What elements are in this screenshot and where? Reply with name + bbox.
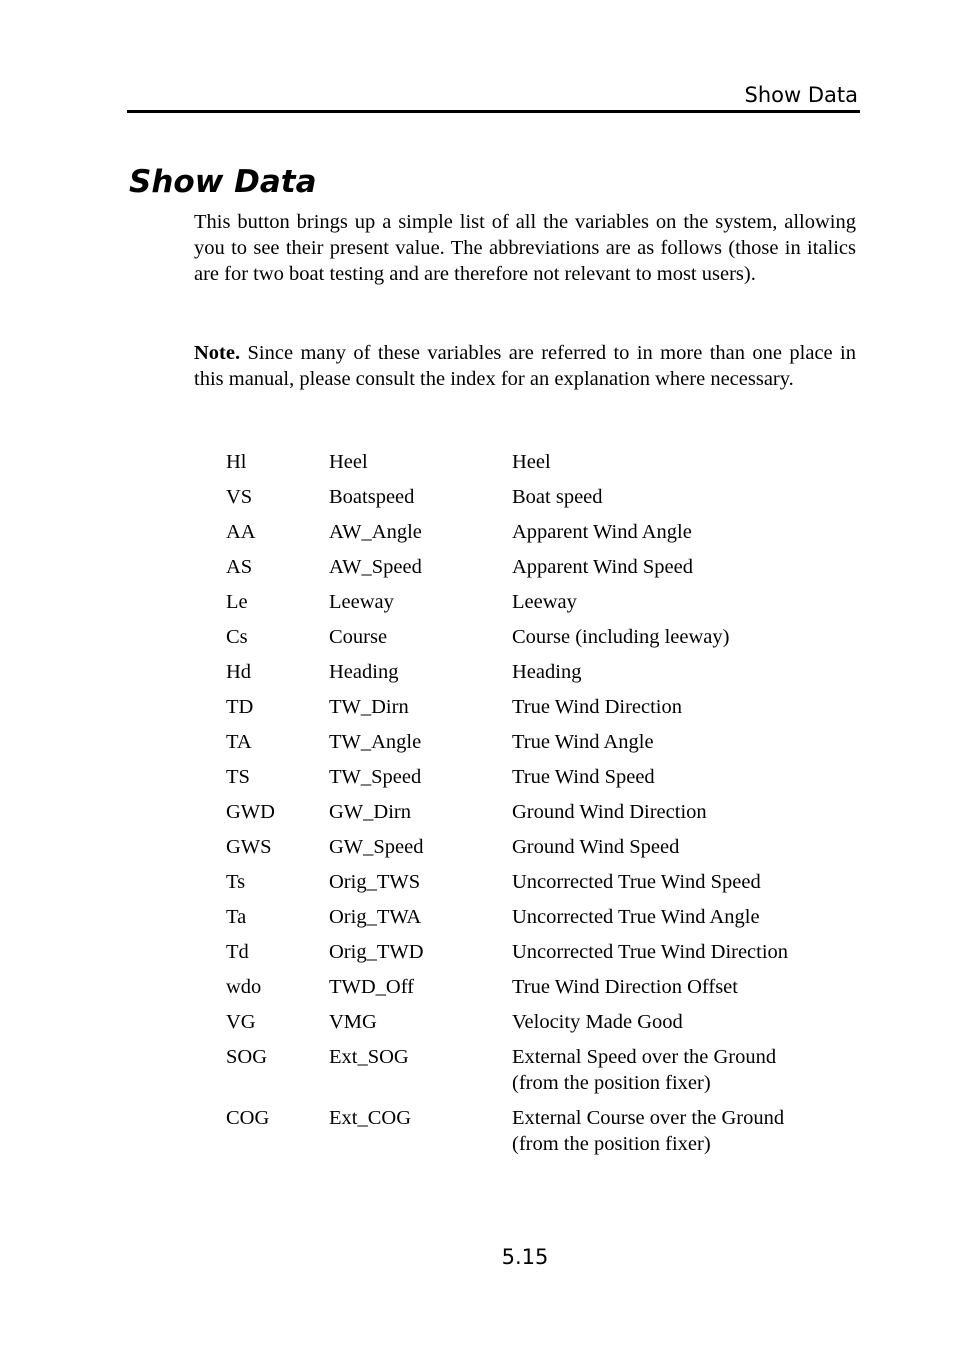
variable-abbr: Td [226, 941, 249, 963]
variable-desc-cell [512, 1044, 872, 1105]
section-title: Show Data [129, 164, 317, 200]
variable-desc-note: (from the position fixer) [512, 1133, 711, 1155]
variable-abbr: AS [226, 556, 253, 578]
variable-abbr: TS [226, 766, 250, 788]
note-text: Since many of these variables are referred to in more than one place in this manual, please consult the index for an explanation where necessary. [194, 342, 856, 390]
table-row [226, 1105, 872, 1166]
table-row [226, 764, 872, 799]
variable-name: Orig_TWD [329, 941, 424, 963]
variable-desc: Boat speed [512, 486, 603, 508]
table-row [226, 904, 872, 939]
variable-abbr: TD [226, 696, 254, 718]
variable-desc: True Wind Angle [512, 731, 654, 753]
variable-desc: External Speed over the Ground [512, 1046, 777, 1068]
variable-abbr: Hd [226, 661, 252, 683]
page-number: 5.15 [501, 1245, 549, 1269]
note-paragraph [194, 340, 856, 392]
variable-desc: Ground Wind Speed [512, 836, 680, 858]
variable-abbr: TA [226, 731, 252, 753]
variable-desc: Uncorrected True Wind Direction [512, 941, 789, 963]
variable-abbr: AA [226, 521, 256, 543]
variable-abbr: Le [226, 591, 248, 613]
variable-desc: Heel [512, 451, 551, 473]
variable-abbr: wdo [226, 976, 262, 998]
table-row [226, 799, 872, 834]
variable-name: TW_Angle [329, 731, 422, 753]
table-row [226, 484, 872, 519]
table-row [226, 519, 872, 554]
variable-desc: External Course over the Ground [512, 1107, 785, 1129]
variables-table [226, 449, 872, 1166]
variable-name: AW_Speed [329, 556, 422, 578]
variable-name: Ext_SOG [329, 1046, 409, 1068]
table-row [226, 554, 872, 589]
variable-name: Orig_TWS [329, 871, 421, 893]
running-header: Show Data [744, 83, 858, 107]
table-row [226, 1044, 872, 1105]
table-row [226, 974, 872, 1009]
variable-desc: Apparent Wind Angle [512, 521, 692, 543]
variable-abbr: Cs [226, 626, 248, 648]
variable-desc: True Wind Direction Offset [512, 976, 738, 998]
variable-name: TW_Speed [329, 766, 422, 788]
table-row [226, 834, 872, 869]
table-row [226, 939, 872, 974]
table-row [226, 729, 872, 764]
variable-desc-note: (from the position fixer) [512, 1072, 711, 1094]
variable-desc: Leeway [512, 591, 577, 613]
variable-abbr: VS [226, 486, 253, 508]
variable-name: Course [329, 626, 388, 648]
variable-name: TW_Dirn [329, 696, 409, 718]
table-row [226, 449, 872, 484]
variable-desc: Ground Wind Direction [512, 801, 707, 823]
variable-abbr: Hl [226, 451, 247, 473]
intro-paragraph: This button brings up a simple list of all the variables on the system, allowing you to see their present value. The abbreviations are as follows (those in italics are for two boat testing and are therefore not relevant to most users). [194, 211, 856, 285]
variable-abbr: GWD [226, 801, 275, 823]
variable-desc: True Wind Direction [512, 696, 682, 718]
variable-name: GW_Speed [329, 836, 424, 858]
variable-name: Ext_COG [329, 1107, 411, 1129]
header-rule [127, 110, 860, 113]
variable-name: GW_Dirn [329, 801, 411, 823]
variable-desc: Uncorrected True Wind Angle [512, 906, 760, 928]
variable-abbr: VG [226, 1011, 256, 1033]
variable-desc: Course (including leeway) [512, 626, 730, 648]
variable-desc: True Wind Speed [512, 766, 655, 788]
variable-desc-cell [512, 1105, 872, 1166]
table-row [226, 1009, 872, 1044]
variable-abbr: SOG [226, 1046, 268, 1068]
table-row [226, 659, 872, 694]
variable-name: Boatspeed [329, 486, 415, 508]
variable-abbr: GWS [226, 836, 272, 858]
variable-name: Leeway [329, 591, 394, 613]
table-row [226, 589, 872, 624]
variable-name: VMG [329, 1011, 377, 1033]
variable-name: TWD_Off [329, 976, 415, 998]
table-row [226, 694, 872, 729]
variable-abbr: COG [226, 1107, 270, 1129]
variable-desc: Velocity Made Good [512, 1011, 683, 1033]
table-row [226, 869, 872, 904]
variable-desc: Heading [512, 661, 582, 683]
variable-desc: Apparent Wind Speed [512, 556, 693, 578]
variable-name: Heading [329, 661, 399, 683]
variable-name: AW_Angle [329, 521, 422, 543]
note-label: Note. [194, 342, 241, 364]
variable-name: Orig_TWA [329, 906, 422, 928]
table-row [226, 624, 872, 659]
variable-desc: Uncorrected True Wind Speed [512, 871, 761, 893]
variable-abbr: Ts [226, 871, 246, 893]
variable-abbr: Ta [226, 906, 247, 928]
variable-name: Heel [329, 451, 368, 473]
